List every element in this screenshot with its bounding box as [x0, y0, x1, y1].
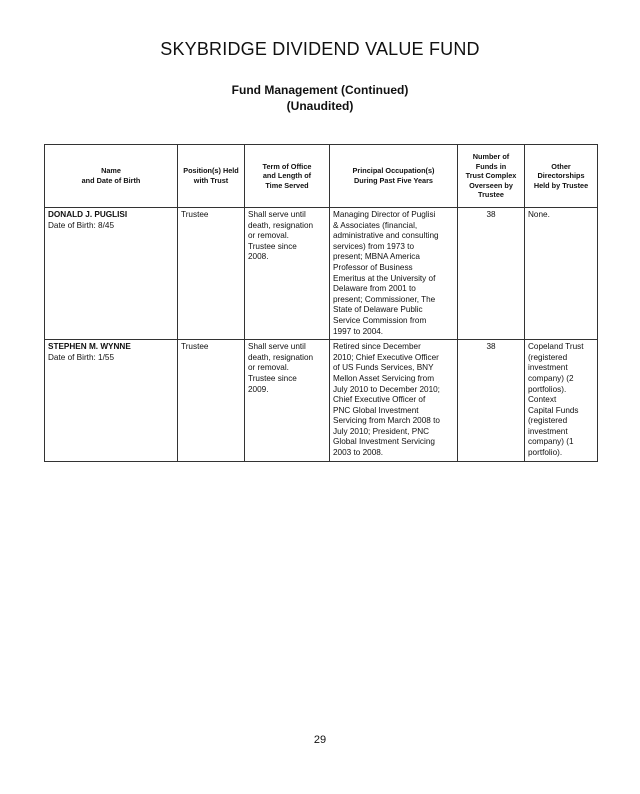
table-row: [45, 340, 598, 462]
text-line: Shall serve until: [248, 342, 306, 352]
trustee-dob: Date of Birth: 8/45: [48, 220, 114, 230]
text-line: portfolios).: [528, 384, 567, 394]
position-cell: Trustee: [178, 340, 245, 462]
header-name: [45, 145, 178, 208]
text-line: investment: [528, 363, 568, 373]
text-line: Service Commission from: [333, 315, 427, 325]
text-line: or removal.: [248, 363, 289, 373]
text-line: 2008.: [248, 252, 269, 262]
text-line: Trustee: [478, 190, 504, 200]
fund-management-table: [44, 144, 598, 462]
text-line: Professor of Business: [333, 262, 413, 272]
text-line: 1997 to 2004.: [333, 326, 384, 336]
occupation-cell: [330, 208, 458, 340]
trustee-cell: [45, 208, 178, 340]
trustee-name: DONALD J. PUGLISI: [48, 210, 128, 219]
text-line: and Length of: [262, 171, 312, 181]
header-term: [245, 145, 330, 208]
trustee-name: STEPHEN M. WYNNE: [48, 342, 131, 352]
text-line: Capital Funds: [528, 405, 579, 415]
text-line: Copeland Trust: [528, 342, 584, 352]
header-funds: [458, 145, 525, 208]
position-cell: Trustee: [178, 208, 245, 340]
text-line: 2010; Chief Executive Officer: [333, 352, 439, 362]
subtitle-line-2: (Unaudited): [286, 99, 354, 113]
occupation-cell: [330, 340, 458, 462]
text-line: investment: [528, 426, 568, 436]
text-line: PNC Global Investment: [333, 405, 419, 415]
document-title: SKYBRIDGE DIVIDEND VALUE FUND: [160, 39, 480, 59]
text-line: Managing Director of Puglisi: [333, 210, 436, 219]
text-line: Overseen by: [469, 180, 513, 190]
table-row: [45, 208, 598, 340]
subtitle-line-1: Fund Management (Continued): [231, 83, 409, 97]
text-line: administrative and consulting: [333, 231, 439, 241]
text-line: Emeritus at the University of: [333, 273, 436, 283]
text-line: Delaware from 2001 to: [333, 284, 416, 294]
header-other: [525, 145, 598, 208]
text-line: During Past Five Years: [354, 176, 433, 185]
header-occupation: [330, 145, 458, 208]
text-line: Retired since December: [333, 342, 421, 352]
text-line: or removal.: [248, 231, 289, 241]
text-line: 2009.: [248, 384, 269, 394]
text-line: July 2010; President, PNC: [333, 426, 430, 436]
text-line: Directorships: [537, 171, 585, 181]
text-line: present; Commissioner, The: [333, 294, 436, 304]
text-line: with Trust: [193, 176, 229, 185]
text-line: 2003 to 2008.: [333, 448, 384, 458]
text-line: (registered: [528, 416, 568, 426]
text-line: & Associates (financial,: [333, 220, 418, 230]
text-line: Funds in: [475, 161, 507, 171]
text-line: Trust Complex: [465, 171, 517, 181]
text-line: company) (2: [528, 373, 574, 383]
text-line: Name: [101, 166, 121, 176]
text-line: Shall serve until: [248, 210, 306, 219]
text-line: State of Delaware Public: [333, 305, 423, 315]
text-line: None.: [528, 210, 550, 219]
text-line: July 2010 to December 2010;: [333, 384, 440, 394]
text-line: Global Investment Servicing: [333, 437, 435, 447]
term-cell: [245, 340, 330, 462]
header-position: [178, 145, 245, 208]
text-line: Other: [551, 161, 571, 171]
funds-cell: 38: [458, 208, 525, 340]
text-line: Servicing from March 2008 to: [333, 416, 440, 426]
text-line: Time Served: [265, 180, 309, 190]
trustee-dob: Date of Birth: 1/55: [48, 352, 114, 362]
text-line: death, resignation: [248, 220, 314, 230]
text-line: Number of: [472, 152, 510, 162]
text-line: Term of Office: [262, 161, 312, 171]
trustee-cell: [45, 340, 178, 462]
text-line: Trustee since: [248, 241, 297, 251]
text-line: Chief Executive Officer of: [333, 395, 426, 405]
other-directorships-cell: [525, 208, 598, 340]
text-line: Mellon Asset Servicing from: [333, 373, 435, 383]
text-line: Held by Trustee: [533, 180, 589, 190]
table-header-row: [45, 145, 598, 208]
section-subtitle: [0, 82, 640, 114]
text-line: Context: [528, 395, 557, 405]
text-line: Principal Occupation(s): [352, 166, 435, 176]
text-line: and Date of Birth: [81, 176, 141, 185]
other-directorships-cell: [525, 340, 598, 462]
text-line: present; MBNA America: [333, 252, 420, 262]
text-line: Trustee since: [248, 373, 297, 383]
text-line: (registered: [528, 352, 568, 362]
text-line: portfolio).: [528, 448, 563, 458]
text-line: services) from 1973 to: [333, 241, 414, 251]
text-line: of US Funds Services, BNY: [333, 363, 434, 373]
text-line: Position(s) Held: [183, 166, 239, 176]
page-number: 29: [313, 734, 327, 746]
term-cell: [245, 208, 330, 340]
text-line: company) (1: [528, 437, 574, 447]
funds-cell: 38: [458, 340, 525, 462]
text-line: death, resignation: [248, 352, 314, 362]
